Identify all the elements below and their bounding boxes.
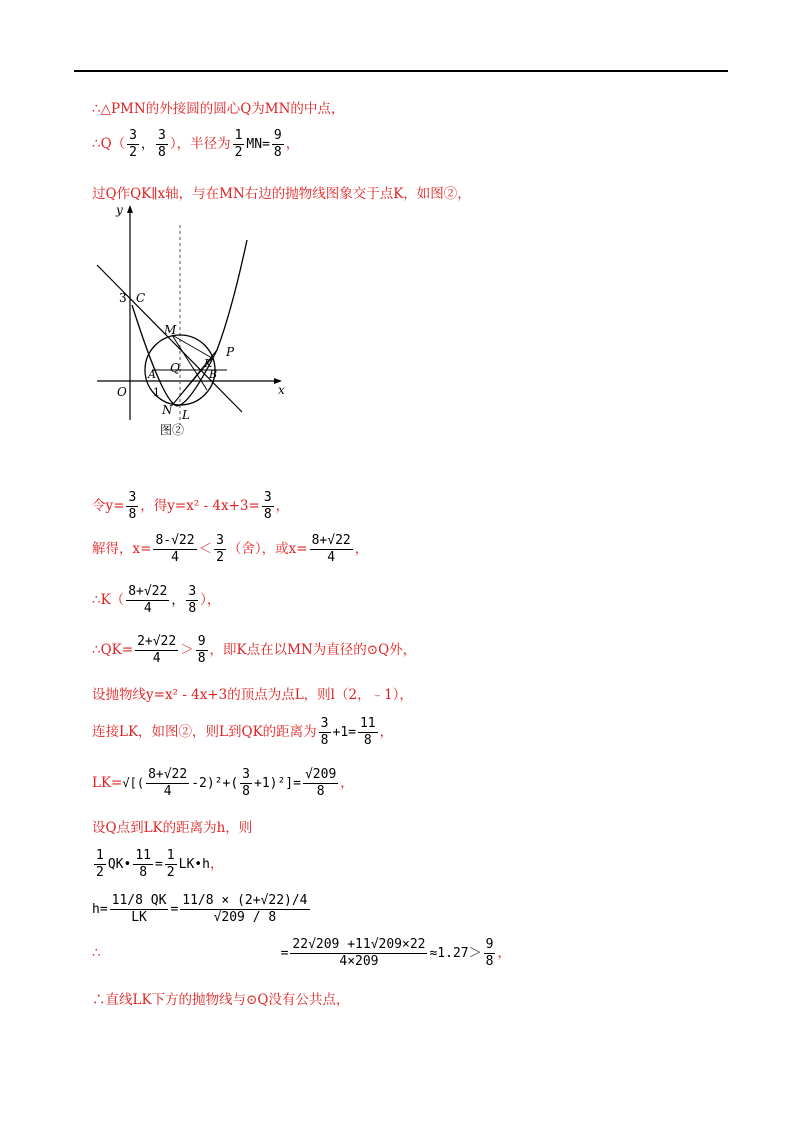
label-K: K [204,357,213,370]
text-line-10: LK=√[( $\frac{8+√22}{4}$ -2)²+( $\frac{3}{8}$ +1)²]= $\frac{√209}{8}$ ， [92,767,354,799]
axis-x-label: x [278,383,285,397]
label-three: 3 [119,291,127,305]
label-M: M [164,323,177,337]
figure-caption: 图② [160,423,185,437]
text-line-3: 过Q作QK∥x轴，与在MN右边的抛物线图象交于点K，如图②， [92,186,471,202]
text-line-14: ∴直线LK下方的抛物线与⊙Q没有公共点， [92,992,350,1008]
label-Q: Q [170,361,180,375]
parabola-figure [92,200,292,440]
label-C: C [136,291,146,305]
label-A: A [148,368,156,381]
text-line-13a: h= $\frac{11/8 QK}{LK}$ = $\frac{11/8 \times (2+√22)/4}{√209 / 8}$ [92,893,308,925]
label-B: B [209,368,218,381]
text-line-5: 解得，x= $\frac{8-√22}{4}$ ＜ $\frac{3}{2}$ （舍），或x= $\frac{8+√22}{4}$ ， [92,533,369,565]
text-line-11: 设Q点到LK的距离为h，则 [92,820,253,836]
text-line-9: 连接LK，如图②，则L到QK的距离为 $\frac{3}{8}$ +1= $\frac{11}{8}$ ， [92,716,394,748]
text-line-2: ∴Q（ $\frac{3}{2}$ ， $\frac{3}{8}$ ），半径为 $\frac{1}{2}$ MN= $\frac{9}{8}$ ， [92,128,300,160]
label-P: P [226,345,235,359]
text-line-8: 设抛物线y=x² - 4x+3的顶点为点L，则l（2，﹣1）， [92,687,413,703]
text-line-6: ∴K（ $\frac{8+√22}{4}$ ， $\frac{3}{8}$ ）， [92,584,221,616]
label-L: L [182,408,190,422]
text-line-4: 令y= $\frac{3}{8}$ ，得y=x² - 4x+3= $\frac{3}{8}$ ， [92,490,290,522]
axis-y-label: y [116,203,123,217]
text-line-1: ∴△PMN的外接圆的圆心Q为MN的中点， [92,101,345,117]
label-N: N [162,403,173,417]
label-one: 1 [153,386,160,399]
label-O: O [117,385,127,399]
text-line-12: $\frac{1}{2}$ QK• $\frac{11}{8}$ = $\frac{1}{2}$ LK•h， [96,848,224,880]
text-line-7: ∴QK= $\frac{2+√22}{4}$ ＞ $\frac{9}{8}$ ，即K点在以MN为直径的⊙Q外， [92,634,417,666]
header-rule [74,70,728,72]
text-line-13: ∴ = $\frac{22√209 +11√209\times 22}{4\times 209}$ ≈1.27＞ $\frac{9}{8}$ ， [92,937,511,969]
